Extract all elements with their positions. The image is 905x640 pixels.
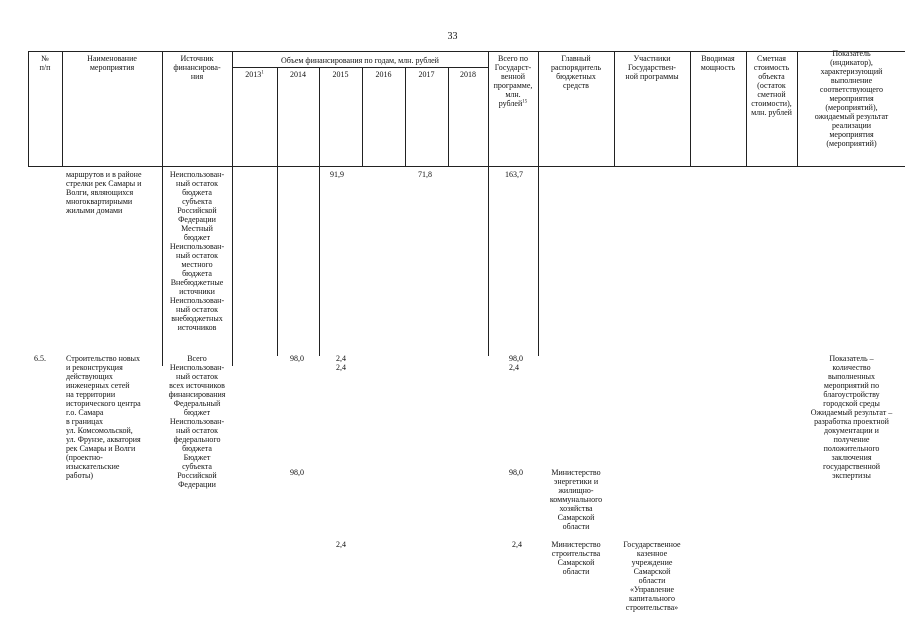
header-year-2016: 2016 [375, 70, 392, 79]
row-a-2015: 91,9 [330, 170, 344, 179]
row-b-r2-total: 2,4 [509, 363, 519, 372]
row-b-r1-2015: 2,4 [336, 354, 346, 363]
header-number: № п/п [39, 54, 51, 72]
row-a-name: маршрутов и в районе стрелки рек Самары и Волги, являющихся многоквартирными жилыми домами [66, 170, 142, 215]
row-a-2017: 71,8 [418, 170, 432, 179]
row-b-r2-2015: 2,4 [336, 363, 346, 372]
header-indicator: Показатель (индикатор), характеризующий выполнение соответствующего мероприятия (мероприятий), ожидаемый результат реализации мероприятия (мероприятий) [814, 49, 889, 148]
row-b-r4-total: 2,4 [512, 540, 522, 549]
page-number: 33 [447, 31, 458, 42]
header-manager: Главный распорядитель бюджетных средств [550, 54, 602, 90]
header-participants: Участники Государствен- ной программы [625, 54, 679, 81]
header-cost: Сметная стоимость объекта (остаток сметной стоимости), млн. рублей [751, 54, 792, 117]
header-year-2017: 2017 [418, 70, 435, 79]
header-year-2014: 2014 [290, 70, 306, 79]
row-b-r4-2015: 2,4 [336, 540, 346, 549]
row-a-sources: Неиспользован- ный остаток бюджета субъекта Российской Федерации Местный бюджет Неиспользован- ный остаток местного бюджета Внебюджетные источники Неиспользован- ный остаток внебюджетных источников [169, 170, 225, 332]
row-b-r4-manager: Министерство строительства Самарской области [551, 540, 601, 576]
header-volume: Объем финансирования по годам, млн. рублей [281, 56, 439, 65]
row-b-indicator: Показатель – количество выполненных мероприятий по благоустройству городской среды Ожидаемый результат – разработка проектной документации и получение положительного заключения государственной экспертизы [810, 354, 893, 480]
header-capacity: Вводимая мощность [700, 54, 736, 72]
row-b-r3-total: 98,0 [509, 468, 523, 477]
row-b-name: Строительство новых и реконструкция действующих инженерных сетей на территории исторического центра г.о. Самара в границах ул. Комсомольской, ул. Фрунзе, акватория рек Самары и Волги (проектно- изыскательские работы) [66, 354, 141, 480]
header-year-2018: 2018 [460, 70, 476, 79]
header-year-2013: 2013$^1$ [245, 70, 264, 79]
row-a-total: 163,7 [505, 170, 523, 179]
row-b-number: 6.5. [34, 354, 46, 363]
row-b-r3-manager: Министерство энергетики и жилищно- коммунального хозяйства Самарской области [549, 468, 603, 531]
row-b-r1-2014: 98,0 [290, 354, 304, 363]
header-source: Источник финансирова- ния [173, 54, 221, 81]
row-b-r3-2014: 98,0 [290, 468, 304, 477]
row-b-r1-total: 98,0 [509, 354, 523, 363]
row-b-r4-participant: Государственное казенное учреждение Самарской области «Управление капитального строительства» [623, 540, 681, 612]
row-b-sources: Всего Неиспользован- ный остаток всех источников финансирования Федеральный бюджет Неиспользован- ный остаток федерального бюджета Бюджет субъекта Российской Федерации [168, 354, 226, 489]
header-year-2015: 2015 [332, 70, 349, 79]
header-name: Наименование мероприятия [87, 54, 137, 72]
header-total: Всего по Государст- венной программе, млн. рублей$^{15}$ [493, 54, 533, 108]
